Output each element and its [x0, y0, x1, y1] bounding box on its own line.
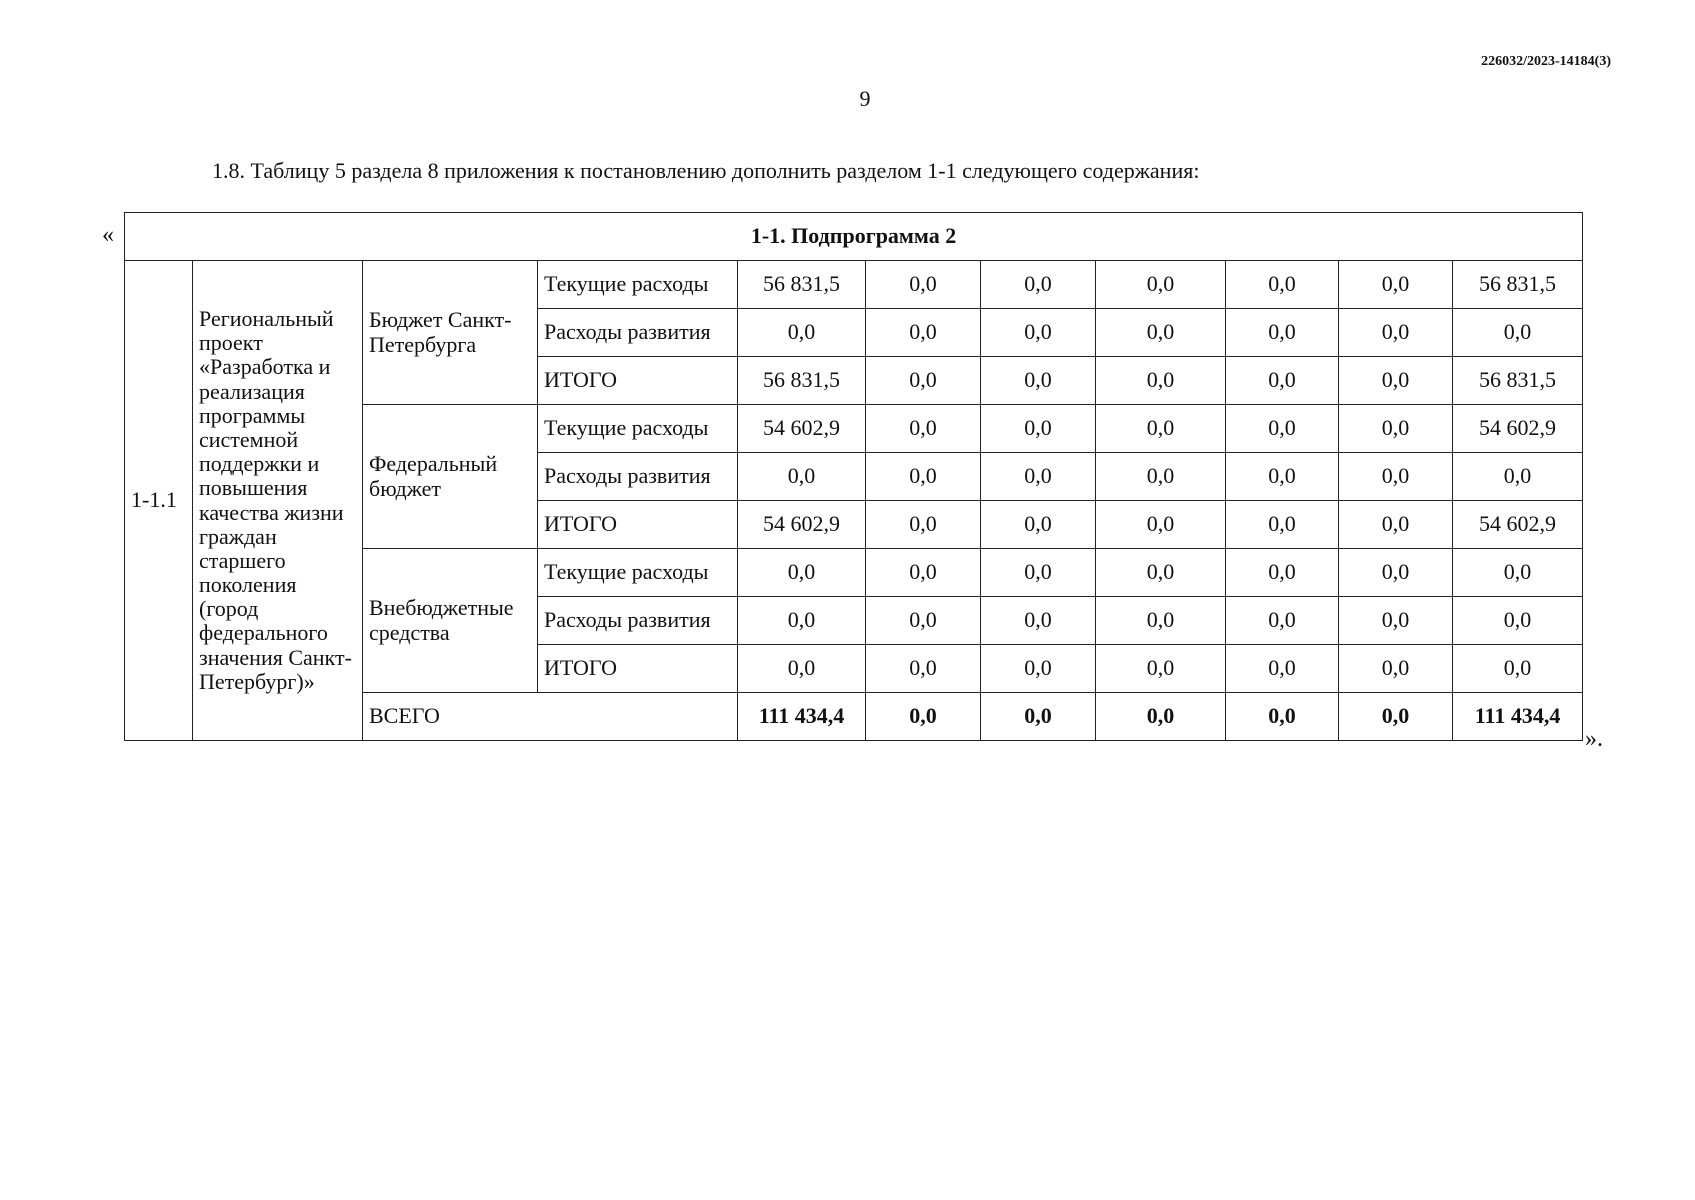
value-cell: 0,0 [981, 597, 1096, 645]
value-cell: 0,0 [1226, 405, 1339, 453]
value-cell: 0,0 [1096, 405, 1226, 453]
value-cell: 0,0 [981, 261, 1096, 309]
value-cell: 54 602,9 [1453, 501, 1583, 549]
budget-table [124, 212, 1583, 741]
opening-quote: « [102, 222, 114, 248]
project-name: Региональный проект «Разработка и реализация программы системной поддержки и повышения качества жизни граждан старшего поколения (город федерального значения Санкт-Петербург)» [193, 261, 363, 741]
value-cell: 0,0 [1453, 645, 1583, 693]
page-number: 9 [859, 86, 871, 111]
section-title: 1-1. Подпрограмма 2 [125, 213, 1583, 261]
value-cell: 0,0 [1226, 261, 1339, 309]
value-cell: 0,0 [866, 501, 981, 549]
value-cell: 0,0 [1096, 645, 1226, 693]
total-value-cell: 111 434,4 [738, 693, 866, 741]
value-cell: 54 602,9 [1453, 405, 1583, 453]
value-cell: 0,0 [1096, 453, 1226, 501]
expense-type: ИТОГО [538, 645, 738, 693]
value-cell: 0,0 [1226, 309, 1339, 357]
value-cell: 0,0 [1226, 597, 1339, 645]
value-cell: 0,0 [1339, 261, 1453, 309]
funding-source: Бюджет Санкт-Петербурга [363, 261, 538, 405]
value-cell: 0,0 [1096, 501, 1226, 549]
value-cell: 0,0 [981, 357, 1096, 405]
total-value-cell: 0,0 [1339, 693, 1453, 741]
value-cell: 0,0 [866, 549, 981, 597]
expense-type: Текущие расходы [538, 261, 738, 309]
value-cell: 0,0 [1453, 309, 1583, 357]
value-cell: 0,0 [1339, 549, 1453, 597]
total-value-cell: 111 434,4 [1453, 693, 1583, 741]
value-cell: 0,0 [1339, 597, 1453, 645]
value-cell: 0,0 [1226, 645, 1339, 693]
funding-source: Федеральный бюджет [363, 405, 538, 549]
value-cell: 56 831,5 [1453, 357, 1583, 405]
table-row [125, 261, 1583, 309]
value-cell: 0,0 [1339, 405, 1453, 453]
value-cell: 0,0 [981, 309, 1096, 357]
value-cell: 0,0 [866, 261, 981, 309]
value-cell: 0,0 [1339, 453, 1453, 501]
value-cell: 0,0 [981, 645, 1096, 693]
value-cell: 0,0 [1226, 357, 1339, 405]
value-cell: 0,0 [1226, 501, 1339, 549]
expense-type: Расходы развития [538, 309, 738, 357]
value-cell: 0,0 [1096, 597, 1226, 645]
row-code: 1-1.1 [125, 261, 193, 741]
value-cell: 0,0 [1339, 645, 1453, 693]
value-cell: 0,0 [1453, 453, 1583, 501]
value-cell: 0,0 [981, 501, 1096, 549]
total-value-cell: 0,0 [1226, 693, 1339, 741]
expense-type: Расходы развития [538, 597, 738, 645]
value-cell: 56 831,5 [1453, 261, 1583, 309]
intro-paragraph: 1.8. Таблицу 5 раздела 8 приложения к постановлению дополнить разделом 1-1 следующего содержания: [212, 158, 1200, 183]
value-cell: 0,0 [866, 357, 981, 405]
expense-type: ИТОГО [538, 501, 738, 549]
expense-type: Текущие расходы [538, 405, 738, 453]
expense-type: Текущие расходы [538, 549, 738, 597]
value-cell: 0,0 [738, 597, 866, 645]
value-cell: 54 602,9 [738, 501, 866, 549]
value-cell: 0,0 [1339, 501, 1453, 549]
total-label: ВСЕГО [363, 693, 738, 741]
total-value-cell: 0,0 [1096, 693, 1226, 741]
value-cell: 0,0 [1226, 453, 1339, 501]
section-title-row [125, 213, 1583, 261]
funding-source: Внебюджетные средства [363, 549, 538, 693]
expense-type: Расходы развития [538, 453, 738, 501]
value-cell: 0,0 [866, 453, 981, 501]
value-cell: 0,0 [981, 453, 1096, 501]
value-cell: 56 831,5 [738, 261, 866, 309]
value-cell: 0,0 [866, 309, 981, 357]
value-cell: 0,0 [1096, 261, 1226, 309]
value-cell: 0,0 [1339, 357, 1453, 405]
value-cell: 0,0 [738, 645, 866, 693]
value-cell: 0,0 [1453, 549, 1583, 597]
total-value-cell: 0,0 [866, 693, 981, 741]
closing-quote: ». [1585, 726, 1603, 752]
value-cell: 0,0 [866, 405, 981, 453]
value-cell: 0,0 [1096, 549, 1226, 597]
value-cell: 0,0 [981, 405, 1096, 453]
value-cell: 0,0 [1096, 357, 1226, 405]
value-cell: 0,0 [1453, 597, 1583, 645]
value-cell: 0,0 [1339, 309, 1453, 357]
value-cell: 0,0 [866, 597, 981, 645]
value-cell: 0,0 [1096, 309, 1226, 357]
expense-type: ИТОГО [538, 357, 738, 405]
value-cell: 54 602,9 [738, 405, 866, 453]
value-cell: 56 831,5 [738, 357, 866, 405]
value-cell: 0,0 [738, 309, 866, 357]
value-cell: 0,0 [738, 549, 866, 597]
value-cell: 0,0 [738, 453, 866, 501]
total-value-cell: 0,0 [981, 693, 1096, 741]
value-cell: 0,0 [981, 549, 1096, 597]
value-cell: 0,0 [866, 645, 981, 693]
document-id: 226032/2023-14184(3) [1481, 54, 1611, 69]
value-cell: 0,0 [1226, 549, 1339, 597]
